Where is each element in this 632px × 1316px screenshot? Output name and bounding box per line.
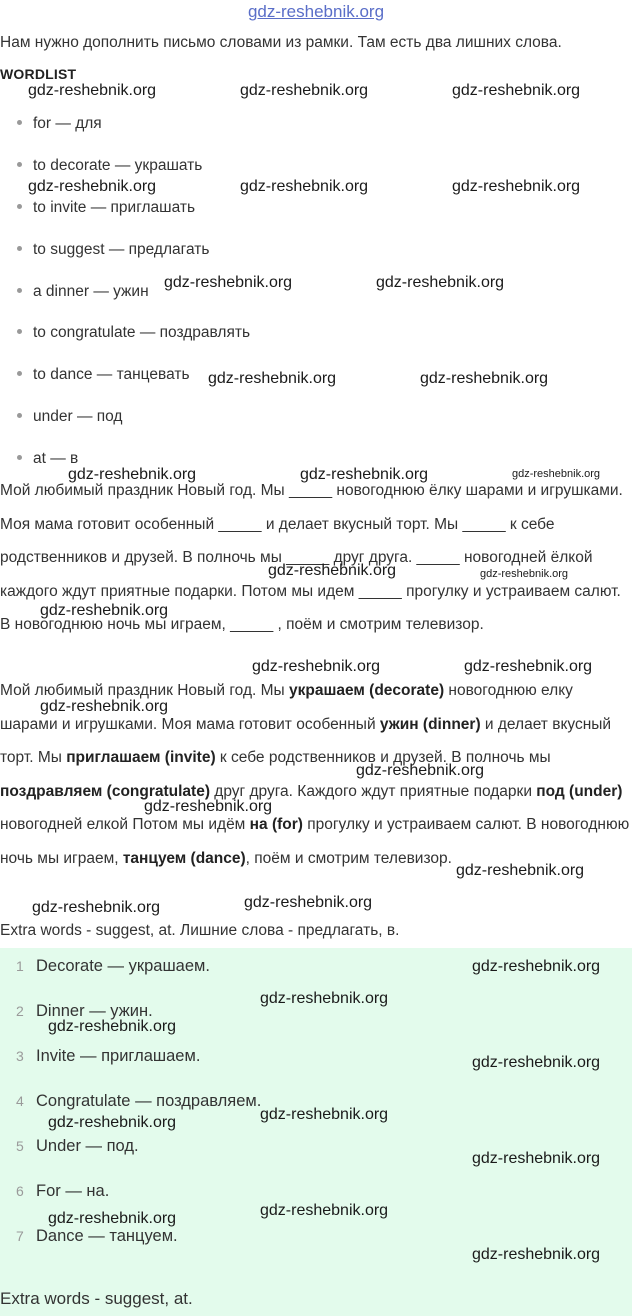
watermark: gdz-reshebnik.org [512, 468, 601, 480]
answer-word: украшаем (decorate) [288, 682, 445, 699]
bullet-icon [17, 162, 22, 167]
answer-item-text: Invite — приглашаем. [36, 1047, 201, 1065]
watermark: gdz-reshebnik.org [68, 466, 197, 483]
site-title[interactable]: gdz-reshebnik.org [247, 2, 385, 21]
answer-number: 3 [16, 1048, 24, 1064]
answer-item [16, 1137, 139, 1156]
watermark: gdz-reshebnik.org [472, 958, 601, 975]
answer-word: поздравляем (congratulate) [0, 782, 210, 800]
bullet-icon [17, 329, 22, 334]
wordlist-item-text: for — для [33, 115, 102, 132]
answer-text: Мой любимый праздник Новый год. Мы украшаем (decorate) новогоднюю елку шарами и игрушками. Моя мама готовит особенный ужин (dinner) и делает вкусный торт. Мы приглашаем (invite) к себе родственников и друзей. В полночь мы поздравляем (congratulate) друг друга. Каждого ждут приятные подарки под (under) новогодней елкой Потом мы идём на (for) прогулку и устраиваем салют. В новогоднюю ночь мы играем, танцуем (dance), поём и смотрим телевизор. [0, 682, 630, 867]
answer-number: 7 [16, 1228, 24, 1244]
watermark: gdz-reshebnik.org [40, 602, 169, 619]
bullet-icon [17, 288, 22, 293]
answer-number: 1 [16, 958, 24, 974]
watermark: gdz-reshebnik.org [208, 370, 337, 387]
watermark: gdz-reshebnik.org [28, 178, 157, 195]
wordlist-item [17, 408, 122, 426]
bullet-icon [17, 413, 22, 418]
watermark: gdz-reshebnik.org [244, 894, 373, 911]
bullet-icon [17, 204, 22, 209]
answer-number: 6 [16, 1183, 24, 1199]
watermark: gdz-reshebnik.org [32, 899, 161, 916]
answer-word: танцуем (dance) [122, 849, 246, 867]
wordlist-item-text: under — под [33, 408, 123, 425]
watermark: gdz-reshebnik.org [40, 698, 169, 715]
answer-item [16, 1092, 261, 1111]
wordlist-item [17, 115, 102, 133]
wordlist-item-text: to decorate — украшать [33, 157, 203, 174]
exercise-text: Мой любимый праздник Новый год. Мы _____ новогоднюю ёлку шарами и игрушками. Моя мама готовит особенный _____ и делает вкусный торт. Мы _____ к себе родственников и друзей. В полночь мы _____ друг друга. _____ новогодней ёлкой каждого ждут приятные подарки. Потом мы идем _____ прогулку и устраиваем салют. В новогоднюю ночь мы играем, _____ , поём и смотрим телевизор. [0, 482, 623, 634]
watermark: gdz-reshebnik.org [144, 798, 273, 815]
answer-item-text: Decorate — украшаем. [36, 957, 210, 975]
bullet-icon [17, 246, 22, 251]
answer-item [16, 1047, 200, 1066]
bullet-icon [17, 371, 22, 376]
answer-number: 2 [16, 1003, 24, 1019]
answer-word: приглашаем (invite) [66, 749, 216, 767]
watermark: gdz-reshebnik.org [28, 82, 157, 99]
watermark: gdz-reshebnik.org [260, 1202, 389, 1219]
answer-item-text: Congratulate — поздравляем. [36, 1092, 262, 1110]
answer-word: ужин (dinner) [379, 715, 481, 733]
watermark: gdz-reshebnik.org [260, 990, 389, 1007]
watermark: gdz-reshebnik.org [48, 1210, 177, 1227]
watermark: gdz-reshebnik.org [420, 370, 549, 387]
answer-number: 4 [16, 1093, 24, 1109]
watermark: gdz-reshebnik.org [240, 178, 369, 195]
watermark: gdz-reshebnik.org [452, 82, 581, 99]
watermark: gdz-reshebnik.org [356, 762, 485, 779]
watermark: gdz-reshebnik.org [260, 1106, 389, 1123]
wordlist-title: WORDLIST [0, 66, 77, 82]
answer-item-text: Dance — танцуем. [36, 1227, 178, 1245]
task-intro: Нам нужно дополнить письмо словами из рамки. Там есть два лишних слова. [0, 34, 562, 51]
wordlist-item [17, 366, 190, 384]
bullet-icon [17, 455, 22, 460]
wordlist-item [17, 324, 250, 342]
watermark: gdz-reshebnik.org [252, 658, 381, 675]
watermark: gdz-reshebnik.org [48, 1018, 177, 1035]
answer-item [16, 1227, 178, 1246]
wordlist-item-text: a dinner — ужин [33, 283, 149, 300]
extra-words-line: Extra words - suggest, at. Лишние слова - предлагать, в. [0, 922, 400, 939]
answer-number: 5 [16, 1138, 24, 1154]
watermark: gdz-reshebnik.org [472, 1054, 601, 1071]
wordlist-item-text: to suggest — предлагать [33, 241, 210, 258]
wordlist-item-text: at — в [33, 450, 79, 467]
watermark: gdz-reshebnik.org [472, 1150, 601, 1167]
wordlist-item-text: to invite — приглашать [33, 199, 196, 216]
watermark: gdz-reshebnik.org [456, 862, 585, 879]
watermark: gdz-reshebnik.org [376, 274, 505, 291]
watermark: gdz-reshebnik.org [480, 568, 569, 580]
watermark: gdz-reshebnik.org [452, 178, 581, 195]
watermark: gdz-reshebnik.org [240, 82, 369, 99]
answer-item [16, 1182, 109, 1201]
watermark: gdz-reshebnik.org [472, 1246, 601, 1263]
watermark: gdz-reshebnik.org [164, 274, 293, 291]
watermark: gdz-reshebnik.org [464, 658, 593, 675]
answer-item-text: For — на. [36, 1182, 110, 1200]
wordlist-item [17, 157, 202, 175]
answer-word: под (under) [536, 782, 623, 800]
wordlist-item [17, 199, 195, 217]
wordlist-item-text: to dance — танцевать [33, 366, 190, 383]
watermark: gdz-reshebnik.org [48, 1114, 177, 1131]
answer-item-text: Under — под. [36, 1137, 139, 1155]
extra-words-final: Extra words - suggest, at. [0, 1289, 193, 1308]
wordlist-item [17, 241, 209, 259]
wordlist-item [17, 283, 149, 301]
answer-item-text: Dinner — ужин. [36, 1002, 153, 1020]
answer-word: на (for) [249, 816, 303, 834]
watermark: gdz-reshebnik.org [268, 562, 397, 579]
watermark: gdz-reshebnik.org [300, 466, 429, 483]
bullet-icon [17, 120, 22, 125]
answer-item [16, 957, 210, 976]
wordlist-item-text: to congratulate — поздравлять [33, 324, 251, 341]
